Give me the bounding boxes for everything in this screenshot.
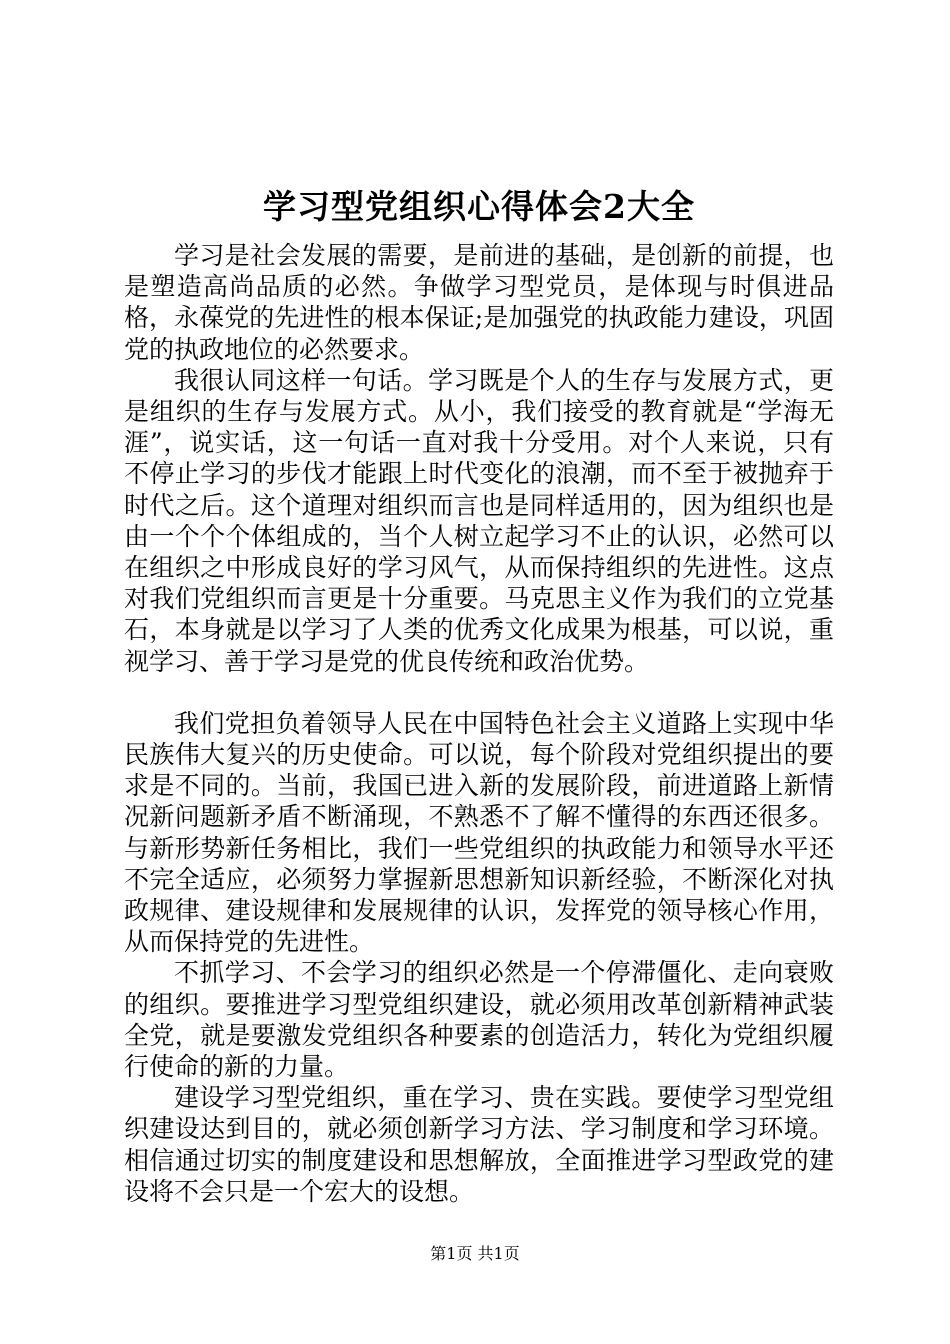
paragraph-4: 不抓学习、不会学习的组织必然是一个停滞僵化、走向衰败的组织。要推进学习型党组织建设，就必须用改革创新精神武装全党，就是要激发党组织各种要素的创造活力，转化为党组织履行使命的新的力量。 <box>124 958 834 1082</box>
paragraph-3: 我们党担负着领导人民在中国特色社会主义道路上实现中华民族伟大复兴的历史使命。可以说，每个阶段对党组织提出的要求是不同的。当前，我国已进入新的发展阶段，前进道路上新情况新问题新矛盾不断涌现，不熟悉不了解不懂得的东西还很多。与新形势新任务相比，我们一些党组织的执政能力和领导水平还不完全适应，必须努力掌握新思想新知识新经验，不断深化对执政规律、建设规律和发展规律的认识，发挥党的领导核心作用，从而保持党的先进性。 <box>124 708 834 957</box>
paragraph-1: 学习是社会发展的需要，是前进的基础，是创新的前提，也是塑造高尚品质的必然。争做学习型党员，是体现与时俱进品格，永葆党的先进性的根本保证;是加强党的执政能力建设，巩固党的执政地位的必然要求。 <box>124 241 834 364</box>
paragraph-spacer <box>124 677 834 708</box>
page-footer: 第1页 共1页 <box>430 1244 520 1263</box>
document-page <box>124 180 834 1207</box>
document-title: 学习型党组织心得体会2大全 <box>263 187 695 226</box>
paragraph-2: 我很认同这样一句话。学习既是个人的生存与发展方式，更是组织的生存与发展方式。从小，我们接受的教育就是“学海无涯”，说实话，这一句话一直对我十分受用。对个人来说，只有不停止学习的步伐才能跟上时代变化的浪潮，而不至于被抛弃于时代之后。这个道理对组织而言也是同样适用的，因为组织也是由一个个个体组成的，当个人树立起学习不止的认识，必然可以在组织之中形成良好的学习风气，从而保持组织的先进性。这点对我们党组织而言更是十分重要。马克思主义作为我们的立党基石，本身就是以学习了人类的优秀文化成果为根基，可以说，重视学习、善于学习是党的优良传统和政治优势。 <box>124 365 834 676</box>
paragraph-5: 建设学习型党组织，重在学习、贵在实践。要使学习型党组织建设达到目的，就必须创新学习方法、学习制度和学习环境。相信通过切实的制度建设和思想解放，全面推进学习型政党的建设将不会只是一个宏大的设想。 <box>124 1083 834 1206</box>
